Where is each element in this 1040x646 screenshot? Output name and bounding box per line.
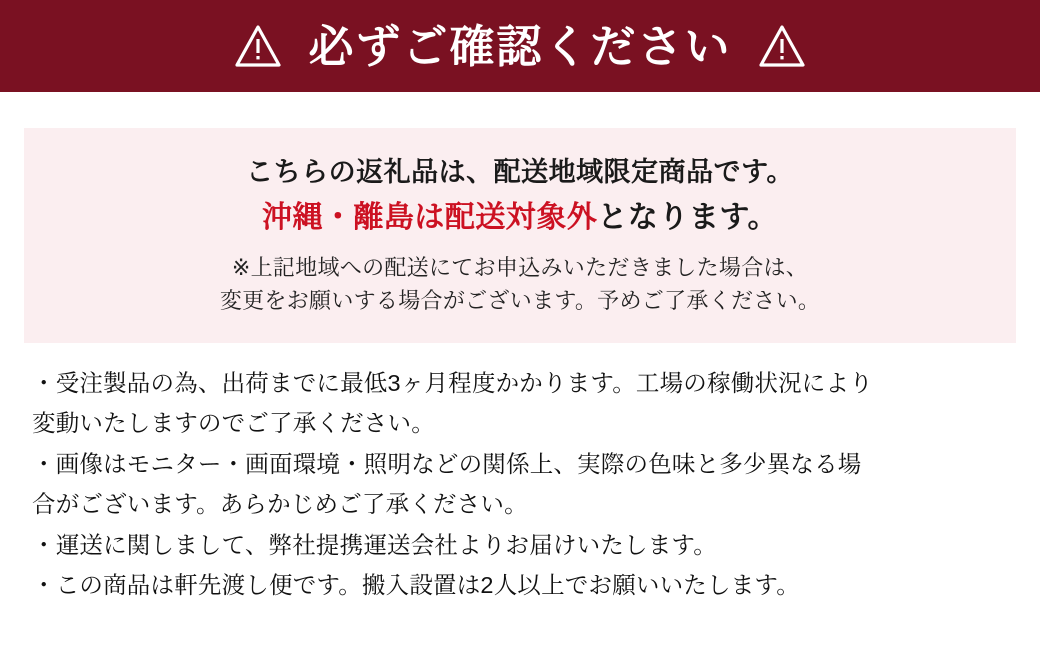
warning-triangle-icon: [234, 24, 282, 68]
notice-line-1: こちらの返礼品は、配送地域限定商品です。: [246, 157, 794, 187]
notice-line-2-rest: となります。: [597, 201, 779, 235]
list-item: 変動いたしますのでご了承ください。: [32, 410, 435, 437]
warning-triangle-icon: [758, 24, 806, 68]
list-item: ・運送に関しまして、弊社提携運送会社よりお届けいたします。: [32, 531, 717, 558]
shipping-restriction-notice: [24, 128, 1016, 343]
list-item: 合がございます。あらかじめご了承ください。: [32, 491, 528, 518]
notice-accent-text: 沖縄・離島は配送対象外: [261, 201, 598, 235]
page-header: [0, 0, 1040, 92]
content-card: [0, 92, 1040, 646]
list-item: ・この商品は軒先渡し便です。搬入設置は2人以上でお願いいたします。: [32, 572, 800, 599]
list-item: ・受注製品の為、出荷までに最低3ヶ月程度かかります。工場の稼働状況により: [32, 369, 873, 396]
notice-sub-line-1: ※上記地域への配送にてお申込みいただきました場合は、: [231, 254, 809, 280]
notice-line-2: [44, 198, 996, 239]
page-title: 必ずご確認ください: [308, 20, 732, 72]
list-item: ・画像はモニター・画面環境・照明などの関係上、実際の色味と多少異なる場: [32, 450, 862, 477]
bullet-list: [24, 365, 1016, 604]
notice-sub-line-2: 変更をお願いする場合がございます。予めご了承ください。: [219, 287, 821, 313]
